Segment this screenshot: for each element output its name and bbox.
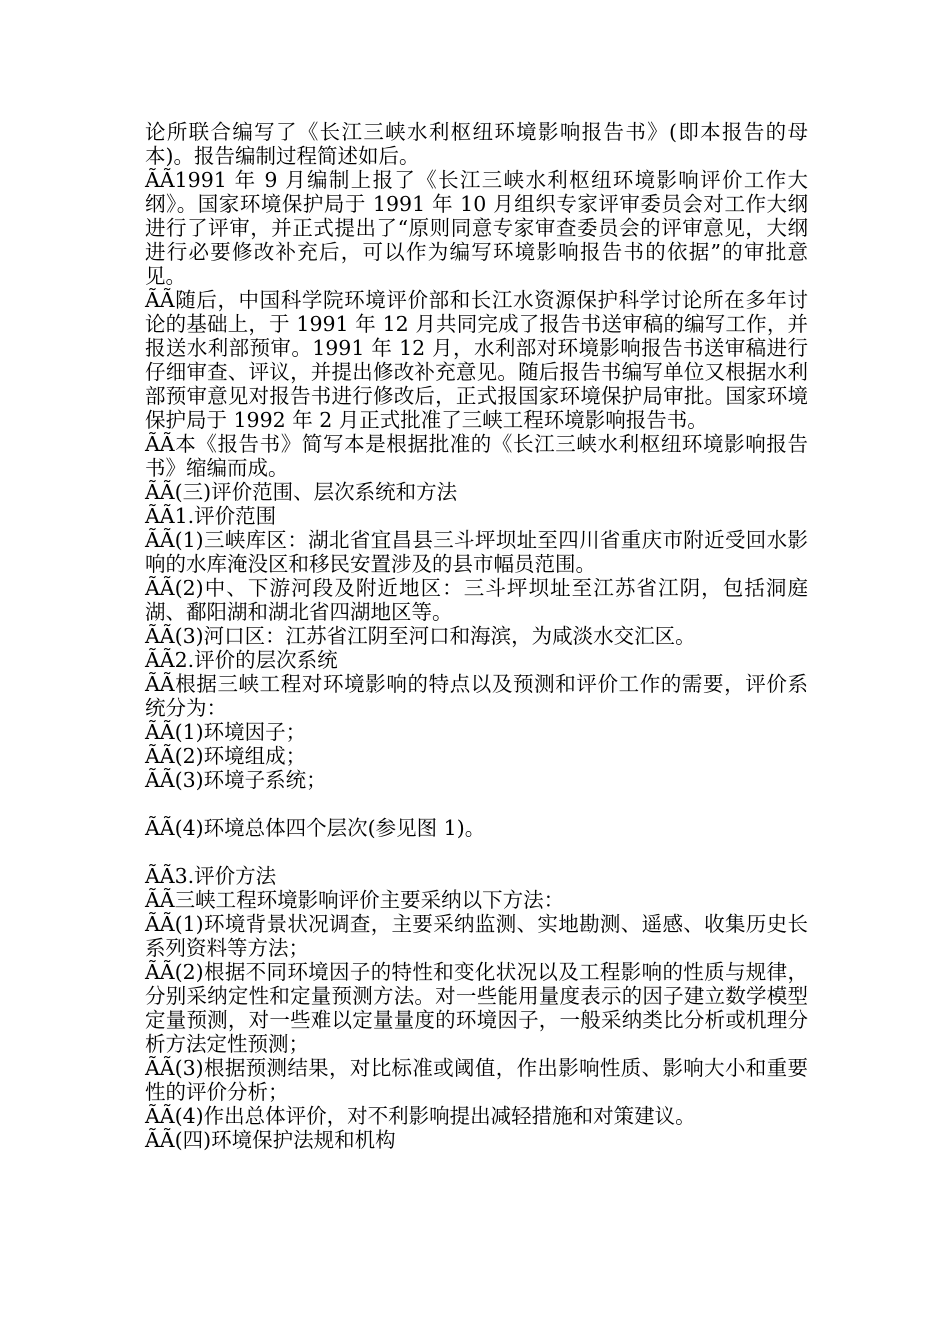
list-item: ÃÃ(1)三峡库区：湖北省宜昌县三斗坪坝址至四川省重庆市附近受回水影响的水库淹没区和移民安置涉及的县市幅员范围。 xyxy=(145,528,808,576)
list-item: ÃÃ(1)环境因子； xyxy=(145,720,307,744)
list-item: ÃÃ(3)根据预测结果，对比标准或阈值，作出影响性质、影响大小和重要性的评价分析； xyxy=(145,1056,808,1104)
blank-line xyxy=(145,840,808,864)
list-item: ÃÃ(2)环境组成； xyxy=(145,744,307,768)
section-heading: ÃÃ(三)评价范围、层次系统和方法 xyxy=(145,480,458,504)
subsection-heading: ÃÃ3.评价方法 xyxy=(145,864,277,888)
document-body xyxy=(145,120,808,1152)
paragraph: ÃÃ随后，中国科学院环境评价部和长江水资源保护科学讨论所在多年讨论的基础上，于 1991 年 12 月共同完成了报告书送审稿的编写工作，并报送水利部预审。1991 年 12 月，水利部对环境影响报告书送审稿进行仔细审查、评议，并提出修改补充意见。随后报告书编写单位又根据水利部预审意见对报告书进行修改后，正式报国家环境保护局审批。国家环境保护局于 1992 年 2 月正式批准了三峡工程环境影响报告书。 xyxy=(145,288,808,432)
paragraph: ÃÃ三峡工程环境影响评价主要采纳以下方法： xyxy=(145,888,565,912)
list-item: ÃÃ(1)环境背景状况调查，主要采纳监测、实地勘测、遥感、收集历史长系列资料等方法； xyxy=(145,912,808,960)
subsection-heading: ÃÃ2.评价的层次系统 xyxy=(145,648,338,672)
paragraph: ÃÃ根据三峡工程对环境影响的特点以及预测和评价工作的需要，评价系统分为： xyxy=(145,672,808,720)
list-item: ÃÃ(3)河口区：江苏省江阴至河口和海滨，为咸淡水交汇区。 xyxy=(145,624,696,648)
paragraph: ÃÃ本《报告书》简写本是根据批准的《长江三峡水利枢纽环境影响报告书》缩编而成。 xyxy=(145,432,808,480)
subsection-heading: ÃÃ1.评价范围 xyxy=(145,504,277,528)
list-item: ÃÃ(4)作出总体评价，对不利影响提出减轻措施和对策建议。 xyxy=(145,1104,696,1128)
list-item: ÃÃ(2)根据不同环境因子的特性和变化状况以及工程影响的性质与规律，分别采纳定性和定量预测方法。对一些能用量度表示的因子建立数学模型定量预测，对一些难以定量量度的环境因子，一般采纳类比分析或机理分析方法定性预测； xyxy=(145,960,808,1056)
paragraph: 论所联合编写了《长江三峡水利枢纽环境影响报告书》(即本报告的母本)。报告编制过程简述如后。 xyxy=(145,120,808,168)
list-item: ÃÃ(3)环境子系统； xyxy=(145,768,327,792)
section-heading: ÃÃ(四)环境保护法规和机构 xyxy=(145,1128,396,1152)
list-item: ÃÃ(2)中、下游河段及附近地区：三斗坪坝址至江苏省江阴，包括洞庭湖、鄱阳湖和湖北省四湖地区等。 xyxy=(145,576,808,624)
paragraph: ÃÃ1991 年 9 月编制上报了《长江三峡水利枢纽环境影响评价工作大纲》。国家环境保护局于 1991 年 10 月组织专家评审委员会对工作大纲进行了评审，并正式提出了“原则同意专家审查委员会的评审意见，大纲进行必要修改补充后，可以作为编写环境影响报告书的依据”的审批意见。 xyxy=(145,168,808,288)
list-item: ÃÃ(4)环境总体四个层次(参见图 1)。 xyxy=(145,816,486,840)
blank-line xyxy=(145,792,808,816)
